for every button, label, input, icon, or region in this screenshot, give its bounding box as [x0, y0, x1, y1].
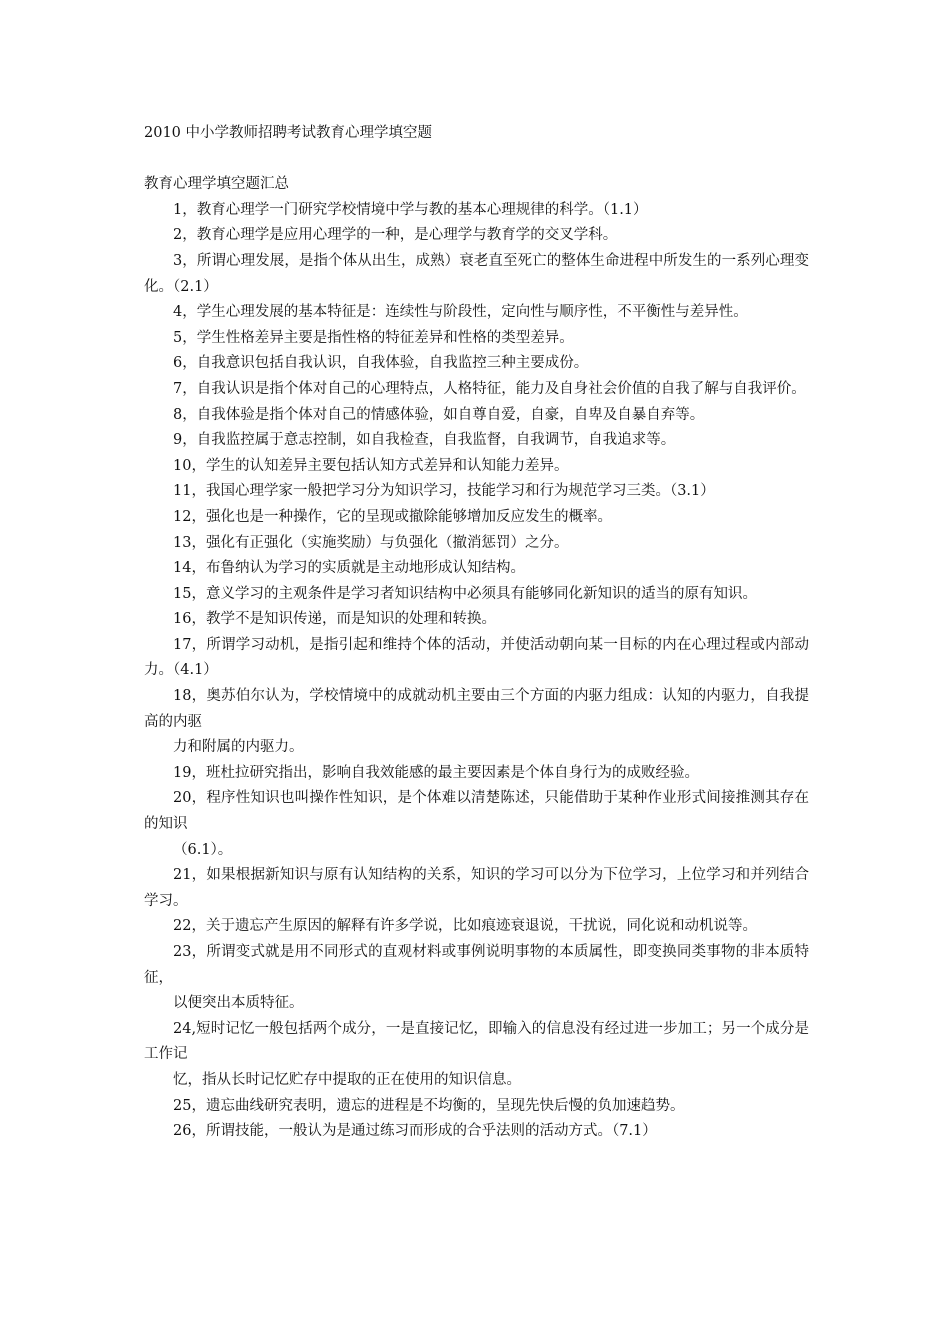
- question-item: [144, 684, 809, 761]
- question-item: [144, 531, 809, 557]
- section-title: 教育心理学填空题汇总: [144, 176, 289, 193]
- question-text: 1，教育心理学一门研究学校情境中学与教的基本心理规律的科学。（1.1）: [173, 201, 648, 218]
- question-text: 4，学生心理发展的基本特征是：连续性与阶段性，定向性与顺序性，不平衡性与差异性。: [173, 304, 748, 321]
- question-item: [144, 582, 809, 608]
- question-text: 13，强化有正强化（实施奖励）与负强化（撤消惩罚）之分。: [173, 534, 569, 551]
- question-text: 7，自我认识是指个体对自己的心理特点，人格特征，能力及自身社会价值的自我了解与自我评价。: [173, 380, 806, 397]
- question-text: 14，布鲁纳认为学习的实质就是主动地形成认知结构。: [173, 560, 525, 577]
- question-text: 2，教育心理学是应用心理学的一种，是心理学与教育学的交叉学科。: [173, 227, 618, 244]
- question-item: [144, 633, 809, 684]
- question-item: [144, 1094, 809, 1120]
- question-text: 24,短时记忆一般包括两个成分，一是直接记忆，即输入的信息没有经过进一步加工；另一个成分是工作记: [144, 1020, 809, 1063]
- question-item: [144, 326, 809, 352]
- question-text: 22，关于遗忘产生原因的解释有许多学说，比如痕迹衰退说，干扰说，同化说和动机说等。: [173, 918, 757, 935]
- question-text: 19，班杜拉研究指出，影响自我效能感的最主要因素是个体自身行为的成败经验。: [173, 764, 699, 781]
- question-text: 3，所谓心理发展，是指个体从出生，成熟）衰老直至死亡的整体生命进程中所发生的一系列心理变化。（2.1）: [144, 252, 809, 295]
- question-item: [144, 786, 809, 863]
- question-item: [144, 1119, 809, 1145]
- question-text: 6，自我意识包括自我认识，自我体验，自我监控三种主要成份。: [173, 355, 589, 372]
- question-item: [144, 914, 809, 940]
- blank-line: [144, 147, 809, 173]
- question-item: [144, 1017, 809, 1094]
- question-item: [144, 607, 809, 633]
- question-continuation: （6.1）。: [173, 841, 233, 858]
- question-text: 18，奥苏伯尔认为，学校情境中的成就动机主要由三个方面的内驱力组成：认知的内驱力，自我提高的内驱: [144, 688, 809, 730]
- question-item: [144, 505, 809, 531]
- question-item: [144, 940, 809, 1017]
- question-text: 5，学生性格差异主要是指性格的特征差异和性格的类型差异。: [173, 329, 574, 346]
- question-continuation: 忆，指从长时记忆贮存中提取的正在使用的知识信息。: [173, 1071, 521, 1088]
- question-item: [144, 428, 809, 454]
- question-item: [144, 454, 809, 480]
- question-text: 23，所谓变式就是用不同形式的直观材料或事例说明事物的本质属性，即变换同类事物的非本质特征，: [144, 944, 809, 986]
- question-continuation: 力和附属的内驱力。: [173, 739, 304, 756]
- question-item: [144, 300, 809, 326]
- question-list: [144, 198, 809, 1145]
- question-text: 21，如果根据新知识与原有认知结构的关系，知识的学习可以分为下位学习，上位学习和并列结合学习。: [144, 867, 809, 909]
- question-item: [144, 761, 809, 787]
- question-item: [144, 351, 809, 377]
- document-body: [144, 121, 809, 1145]
- question-item: [144, 198, 809, 224]
- question-continuation: 以便突出本质特征。: [173, 995, 304, 1012]
- question-text: 12，强化也是一种操作，它的呈现或撤除能够增加反应发生的概率。: [173, 508, 612, 525]
- question-text: 20，程序性知识也叫操作性知识，是个体难以清楚陈述，只能借助于某种作业形式间接推测其存在的知识: [144, 790, 809, 833]
- question-text: 25，遗忘曲线研究表明，遗忘的进程是不均衡的，呈现先快后慢的负加速趋势。: [173, 1097, 685, 1114]
- question-item: [144, 403, 809, 429]
- question-text: 9，自我监控属于意志控制，如自我检查，自我监督，自我调节，自我追求等。: [173, 432, 676, 449]
- question-text: 26，所谓技能，一般认为是通过练习而形成的合乎法则的活动方式。（7.1）: [173, 1123, 657, 1140]
- question-text: 15，意义学习的主观条件是学习者知识结构中必须具有能够同化新知识的适当的原有知识。: [173, 585, 757, 602]
- question-item: [144, 377, 809, 403]
- question-item: [144, 479, 809, 505]
- question-item: [144, 556, 809, 582]
- question-item: [144, 249, 809, 300]
- question-item: [144, 223, 809, 249]
- question-text: 17，所谓学习动机，是指引起和维持个体的活动，并使活动朝向某一目标的内在心理过程或内部动力。（4.1）: [144, 636, 809, 679]
- question-text: 11，我国心理学家一般把学习分为知识学习，技能学习和行为规范学习三类。（3.1）: [173, 483, 715, 500]
- question-text: 16，教学不是知识传递，而是知识的处理和转换。: [173, 611, 496, 628]
- document-title: 2010 中小学教师招聘考试教育心理学填空题: [144, 125, 433, 141]
- question-text: 10，学生的认知差异主要包括认知方式差异和认知能力差异。: [173, 457, 569, 474]
- question-text: 8，自我体验是指个体对自己的情感体验，如自尊自爱，自豪，自卑及自暴自弃等。: [173, 406, 705, 423]
- question-item: [144, 863, 809, 914]
